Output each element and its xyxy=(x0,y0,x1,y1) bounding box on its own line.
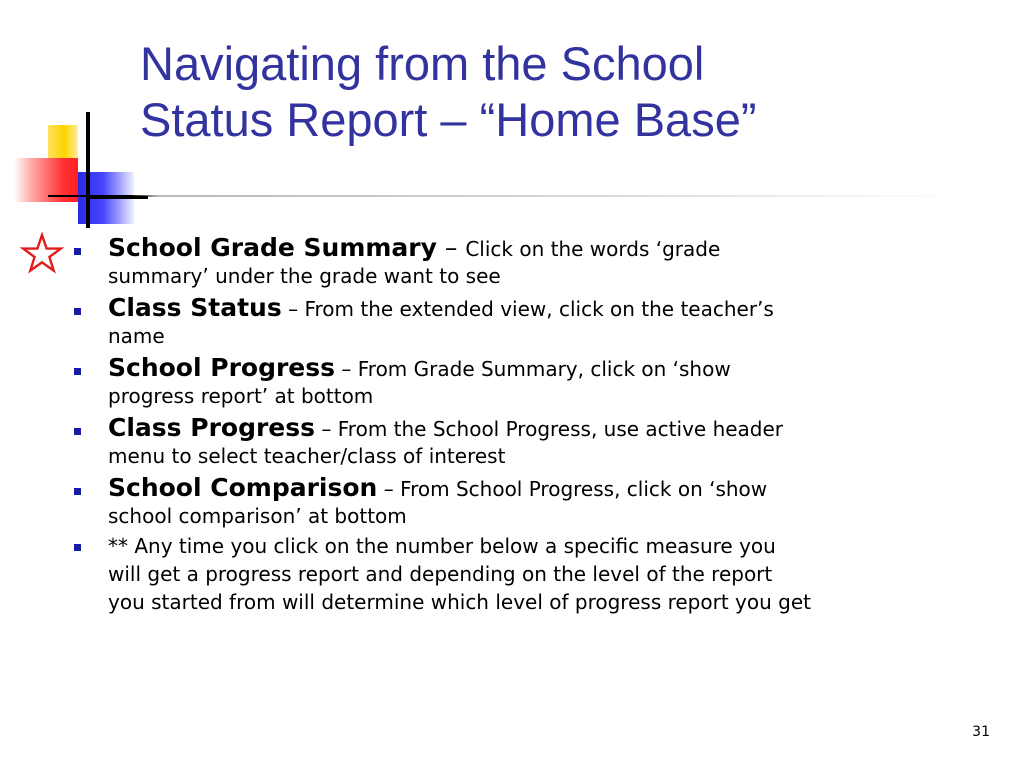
bullet-class-status xyxy=(72,292,1012,348)
bullet-description-continued: name xyxy=(108,324,165,348)
decorative-vertical-line xyxy=(86,112,90,228)
bullet-separator: – xyxy=(436,233,466,262)
bullet-description-continued: menu to select teacher/class of interest xyxy=(108,444,506,468)
bullet-description: From the School Progress, use active header xyxy=(337,417,784,441)
bullet-square-icon xyxy=(74,248,81,255)
slide-title-line-1: Navigating from the School xyxy=(140,37,705,90)
bullet-square-icon xyxy=(74,308,81,315)
title-divider-line xyxy=(48,195,960,197)
slide-title-line-2: Status Report – “Home Base” xyxy=(140,93,757,146)
bullet-separator: – xyxy=(281,297,305,321)
bullet-description-continued: school comparison’ at bottom xyxy=(108,504,407,528)
note-line-3: you started from will determine which level of progress report you get xyxy=(108,590,811,614)
bullet-list xyxy=(72,232,1012,620)
bullet-term: School Progress xyxy=(108,353,336,382)
slide-title xyxy=(140,36,1000,148)
bullet-description: From School Progress, click on ‘show xyxy=(400,477,768,501)
bullet-square-icon xyxy=(74,368,81,375)
bullet-term: School Comparison xyxy=(108,473,378,502)
bullet-description: From Grade Summary, click on ‘show xyxy=(357,357,731,381)
bullet-school-progress xyxy=(72,352,1012,408)
bullet-description: Click on the words ‘grade xyxy=(465,237,721,261)
bullet-separator: – xyxy=(315,417,338,441)
bullet-square-icon xyxy=(74,488,81,495)
bullet-school-grade-summary xyxy=(72,232,1012,288)
bullet-term: School Grade Summary xyxy=(108,233,437,262)
bullet-term: Class Status xyxy=(108,293,282,322)
note-line-2: will get a progress report and depending on the level of the report xyxy=(108,562,773,586)
bullet-description-continued: progress report’ at bottom xyxy=(108,384,374,408)
bullet-square-icon xyxy=(74,428,81,435)
note-line-1: ** Any time you click on the number below a specific measure you xyxy=(108,534,776,558)
bullet-separator: – xyxy=(335,357,358,381)
bullet-description: From the extended view, click on the teacher’s xyxy=(304,297,774,321)
bullet-description-continued: summary’ under the grade want to see xyxy=(108,264,501,288)
bullet-progress-report-note xyxy=(72,532,1012,616)
bullet-term: Class Progress xyxy=(108,413,316,442)
bullet-separator: – xyxy=(377,477,401,501)
page-number: 31 xyxy=(972,724,990,740)
bullet-class-progress xyxy=(72,412,1012,468)
bullet-school-comparison xyxy=(72,472,1012,528)
decorative-horizontal-line xyxy=(88,196,148,199)
bullet-square-icon xyxy=(74,544,81,551)
star-icon xyxy=(20,232,64,276)
